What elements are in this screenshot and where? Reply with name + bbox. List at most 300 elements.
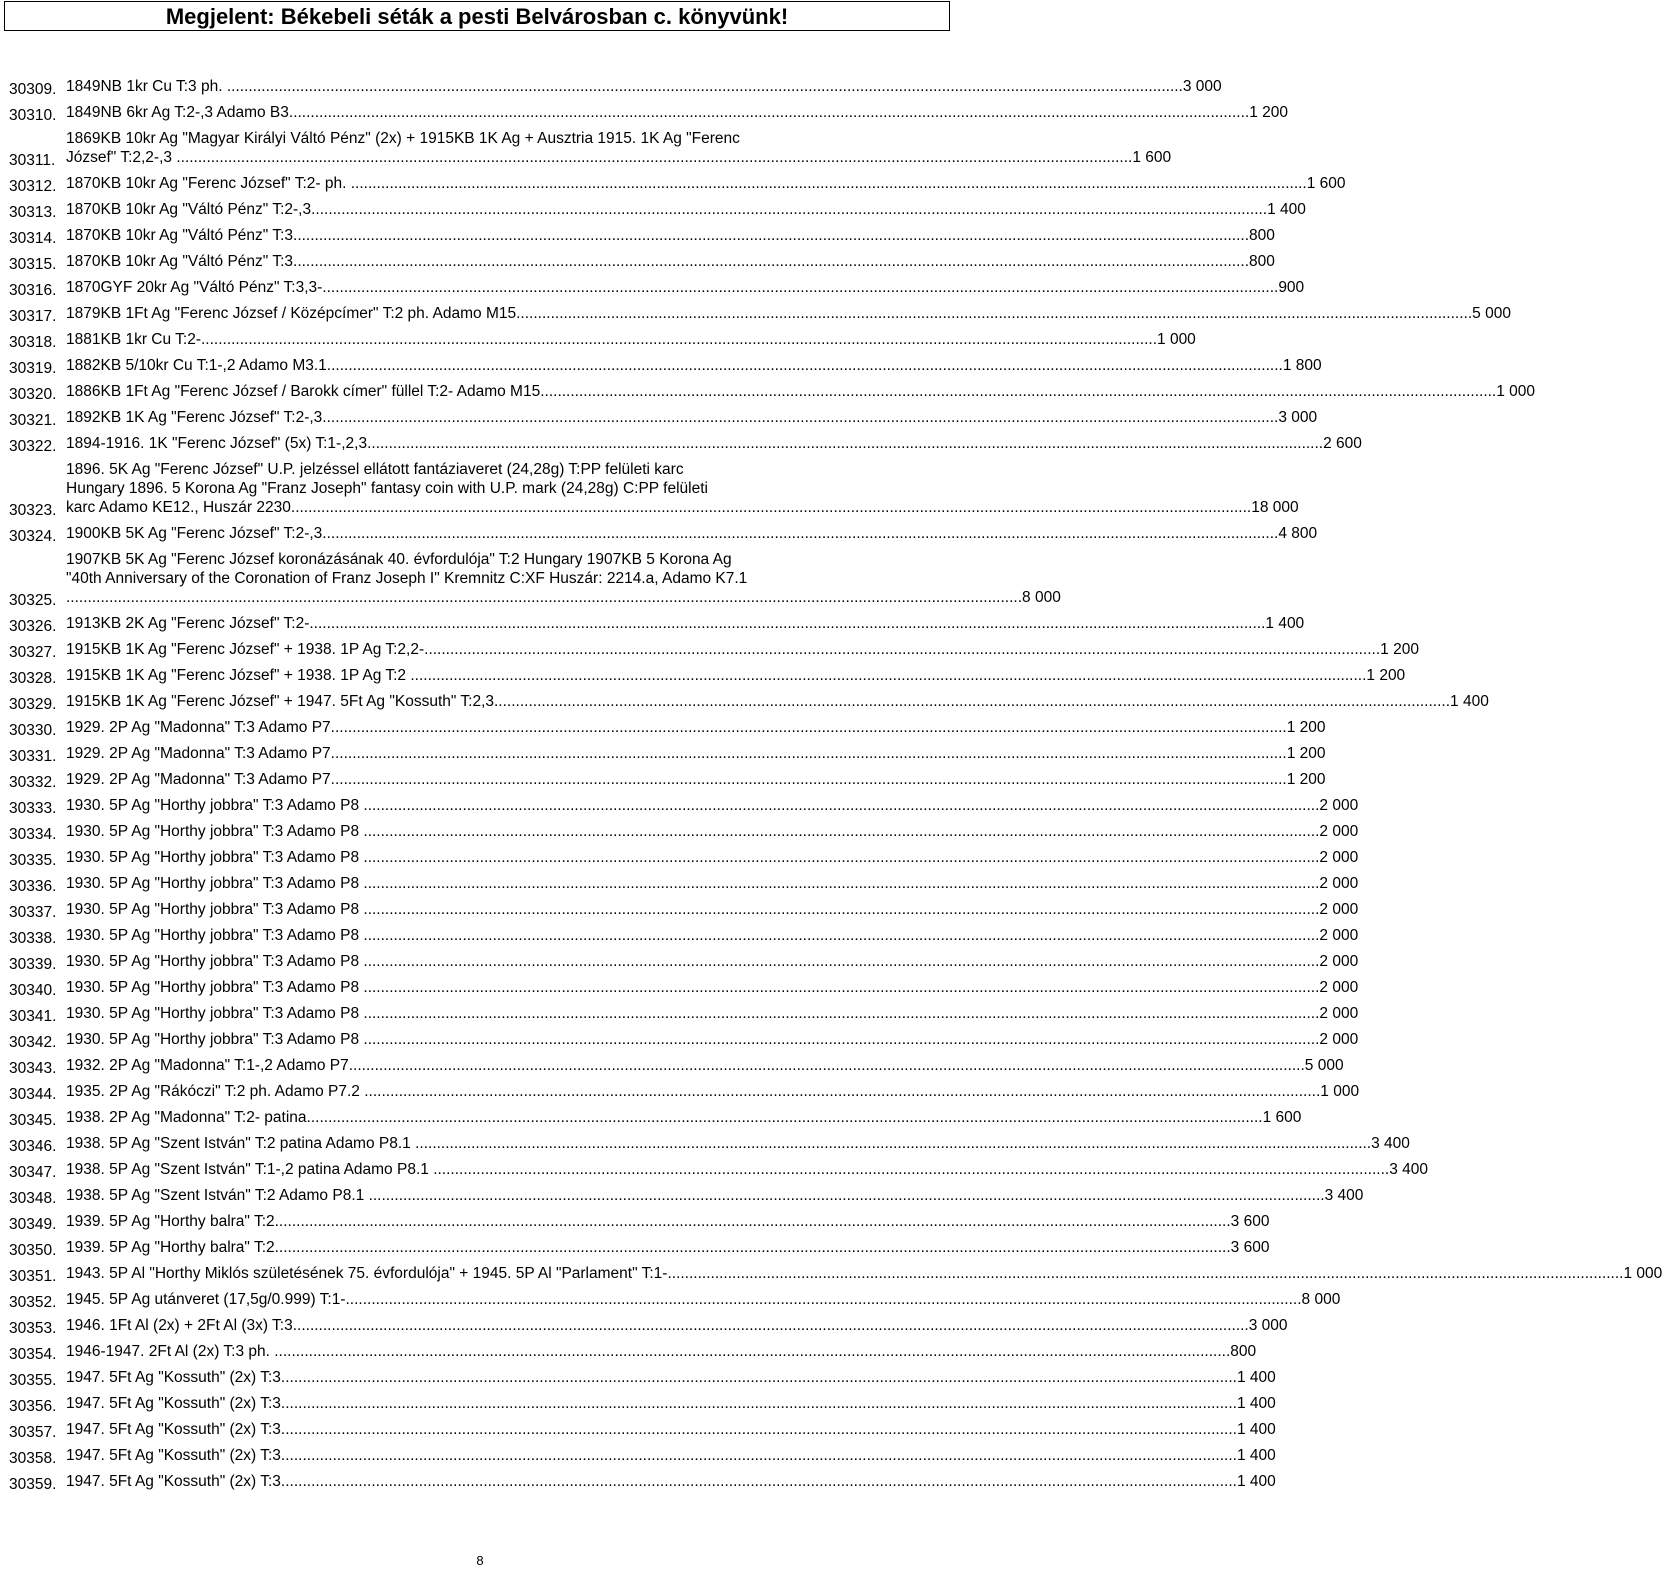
lot-item	[0, 1335, 1257, 1363]
lot-price: 8 000	[1022, 589, 1061, 606]
lot-number: 30309.	[9, 81, 57, 98]
lot-price: 1 400	[1236, 1421, 1276, 1438]
lot-description	[66, 1212, 1270, 1231]
lot-item	[0, 659, 1406, 687]
lot-number: 30357.	[9, 1424, 57, 1441]
dot-leader	[667, 1265, 1623, 1282]
lot-description	[66, 848, 1359, 867]
lot-number: 30352.	[9, 1294, 57, 1311]
lot-item	[0, 543, 1061, 609]
lot-price-line	[66, 848, 1359, 867]
lot-description	[66, 1472, 1276, 1491]
dot-leader	[540, 383, 1496, 400]
lot-number: 30355.	[9, 1372, 57, 1389]
lot-price-line	[66, 744, 1326, 763]
lot-description-text: 1946. 1Ft Al (2x) + 2Ft Al (3x) T:3	[66, 1317, 293, 1334]
lot-number: 30321.	[9, 412, 57, 429]
dot-leader	[331, 745, 1287, 762]
lot-item	[0, 349, 1322, 377]
lot-price-line	[66, 718, 1326, 737]
lot-item	[0, 427, 1362, 455]
dot-leader	[66, 589, 1022, 606]
lot-description	[66, 103, 1289, 122]
lot-description	[66, 822, 1359, 841]
lot-description	[66, 1394, 1276, 1413]
lot-number: 30329.	[9, 696, 57, 713]
dot-leader	[293, 227, 1249, 244]
lot-price: 2 000	[1319, 927, 1359, 944]
lot-description-text: 1930. 5P Ag "Horthy jobbra" T:3 Adamo P8	[66, 797, 364, 814]
lot-number: 30315.	[9, 256, 57, 273]
lot-price: 2 000	[1319, 823, 1359, 840]
dot-leader	[281, 1421, 1237, 1438]
dot-leader	[331, 719, 1287, 736]
lot-description-text: 1870GYF 20kr Ag "Váltó Pénz" T:3,3-	[66, 279, 323, 296]
lot-description	[66, 408, 1318, 427]
dot-leader	[363, 901, 1319, 918]
dot-leader	[363, 1005, 1319, 1022]
lot-price: 5 000	[1304, 1057, 1344, 1074]
lot-number: 30328.	[9, 670, 57, 687]
lot-number: 30323.	[9, 502, 57, 519]
lot-description-line: Hungary 1896. 5 Korona Ag "Franz Joseph" fantasy coin with U.P. mark (24,28g) C:PP felületi	[66, 480, 708, 497]
lot-description-text: 1930. 5P Ag "Horthy jobbra" T:3 Adamo P8	[66, 823, 364, 840]
lot-description-text: 1938. 5P Ag "Szent István" T:2 Adamo P8.1	[66, 1187, 369, 1204]
lot-price-line	[66, 822, 1359, 841]
lot-item	[0, 789, 1359, 817]
lot-number: 30319.	[9, 360, 57, 377]
lot-description-text: 1929. 2P Ag "Madonna" T:3 Adamo P7	[66, 719, 331, 736]
lot-description	[66, 460, 1299, 517]
lot-description	[66, 382, 1536, 401]
lot-price-line	[66, 252, 1275, 271]
lot-item	[0, 997, 1359, 1025]
lot-price-line	[66, 356, 1322, 375]
lot-price: 3 000	[1248, 1317, 1288, 1334]
dot-leader	[293, 253, 1249, 270]
lot-description-text: 1870KB 10kr Ag "Váltó Pénz" T:3	[66, 227, 294, 244]
lot-price-line	[66, 174, 1346, 193]
lot-item	[0, 1257, 1662, 1285]
lot-price: 1 200	[1286, 771, 1326, 788]
lot-item	[0, 1413, 1276, 1441]
lot-price-line	[66, 1238, 1270, 1257]
lot-price-line	[66, 330, 1196, 349]
lot-number: 30325.	[9, 592, 57, 609]
lot-description-text: 1870KB 10kr Ag "Ferenc József" T:2- ph.	[66, 175, 351, 192]
dot-leader	[415, 1135, 1371, 1152]
lot-price-line	[66, 614, 1305, 633]
dot-leader	[363, 1031, 1319, 1048]
dot-leader	[363, 927, 1319, 944]
lot-description-text: 1930. 5P Ag "Horthy jobbra" T:3 Adamo P8	[66, 901, 364, 918]
lot-price: 1 400	[1236, 1395, 1276, 1412]
lot-description-text: 1945. 5P Ag utánveret (17,5g/0.999) T:1-	[66, 1291, 346, 1308]
lot-number: 30339.	[9, 956, 57, 973]
dot-leader	[363, 797, 1319, 814]
lot-number: 30342.	[9, 1034, 57, 1051]
lot-description-text: 1947. 5Ft Ag "Kossuth" (2x) T:3	[66, 1447, 281, 1464]
lot-price: 3 000	[1182, 78, 1222, 95]
lot-price-line	[66, 434, 1362, 453]
lot-item	[0, 971, 1359, 999]
lot-item	[0, 1153, 1429, 1181]
lot-price-line	[66, 770, 1326, 789]
lot-price-line	[66, 952, 1359, 971]
lot-item	[0, 245, 1275, 273]
lot-price: 1 800	[1282, 357, 1322, 374]
dot-leader	[331, 771, 1287, 788]
dot-leader	[201, 331, 1157, 348]
lot-description-text: 1947. 5Ft Ag "Kossuth" (2x) T:3	[66, 1421, 281, 1438]
lot-price: 1 600	[1306, 175, 1346, 192]
lot-price-line	[66, 1316, 1288, 1335]
lot-item	[0, 96, 1289, 124]
lot-price-line	[66, 666, 1406, 685]
lot-price-line	[66, 1212, 1270, 1231]
lot-description-text: 1938. 5P Ag "Szent István" T:2 patina Adamo P8.1	[66, 1135, 416, 1152]
lot-description-text: 1849NB 6kr Ag T:2-,3 Adamo B3.	[66, 104, 294, 121]
lot-description	[66, 1238, 1270, 1257]
lot-price-line	[66, 1264, 1662, 1283]
lot-item	[0, 122, 1172, 169]
lot-description-text: 1900KB 5K Ag "Ferenc József" T:2-,3	[66, 525, 323, 542]
lot-price-line	[66, 1420, 1276, 1439]
lot-description-text: karc Adamo KE12., Huszár 2230.	[66, 499, 296, 516]
lot-price: 800	[1249, 227, 1275, 244]
lot-description-text: 1930. 5P Ag "Horthy jobbra" T:3 Adamo P8	[66, 953, 364, 970]
lot-description-text: 1932. 2P Ag "Madonna" T:1-,2 Adamo P7	[66, 1057, 349, 1074]
lot-item	[0, 763, 1326, 791]
lot-item	[0, 1387, 1276, 1415]
lot-item	[0, 1049, 1344, 1077]
lot-description-text: 1947. 5Ft Ag "Kossuth" (2x) T:3	[66, 1395, 281, 1412]
lot-description	[66, 550, 1061, 607]
lot-item	[0, 1101, 1302, 1129]
lot-price: 3 600	[1230, 1239, 1270, 1256]
lot-item	[0, 841, 1359, 869]
lot-item	[0, 1075, 1360, 1103]
lot-description-text: 1930. 5P Ag "Horthy jobbra" T:3 Adamo P8	[66, 1005, 364, 1022]
lot-price-line	[66, 1186, 1364, 1205]
lot-item	[0, 401, 1318, 429]
lot-description-text: 1930. 5P Ag "Horthy jobbra" T:3 Adamo P8	[66, 849, 364, 866]
lot-price: 3 000	[1278, 409, 1318, 426]
lot-description-text: 1930. 5P Ag "Horthy jobbra" T:3 Adamo P8	[66, 875, 364, 892]
lot-price-line	[66, 524, 1318, 543]
lot-description	[66, 1368, 1276, 1387]
lot-description	[66, 1316, 1288, 1335]
lot-description-line: 1869KB 10kr Ag "Magyar Királyi Váltó Pénz" (2x) + 1915KB 1K Ag + Ausztria 1915. 1K Ag "Ferenc	[66, 130, 740, 147]
lot-price: 1 600	[1132, 149, 1172, 166]
page-title: Megjelent: Békebeli séták a pesti Belvárosban c. könyvünk!	[4, 1, 950, 31]
dot-leader	[363, 875, 1319, 892]
lot-number: 30316.	[9, 282, 57, 299]
lot-description-text: 1943. 5P Al "Horthy Miklós születésének 75. évfordulója" + 1945. 5P Al "Parlament" T:1-	[66, 1265, 668, 1282]
lot-price-line	[66, 1108, 1302, 1127]
lot-item	[0, 271, 1305, 299]
dot-leader	[367, 435, 1323, 452]
lot-price: 1 200	[1249, 104, 1289, 121]
lot-price-line	[66, 1446, 1276, 1465]
lot-description	[66, 744, 1326, 763]
lot-number: 30330.	[9, 722, 57, 739]
lot-description-text: 1929. 2P Ag "Madonna" T:3 Adamo P7	[66, 771, 331, 788]
lot-number: 30350.	[9, 1242, 57, 1259]
dot-leader	[274, 1343, 1230, 1360]
lot-number: 30314.	[9, 230, 57, 247]
lot-description	[66, 692, 1489, 711]
lot-description-text: 1915KB 1K Ag "Ferenc József" + 1947. 5Ft Ag "Kossuth" T:2,3	[66, 693, 494, 710]
lot-number: 30340.	[9, 982, 57, 999]
lot-number: 30344.	[9, 1086, 57, 1103]
lot-item	[0, 1309, 1288, 1337]
lot-price: 3 400	[1324, 1187, 1364, 1204]
lot-price: 1 400	[1236, 1447, 1276, 1464]
lot-price-line	[66, 1004, 1359, 1023]
lot-number: 30310.	[9, 107, 57, 124]
lot-number: 30341.	[9, 1008, 57, 1025]
lot-description	[66, 1030, 1359, 1049]
lot-price-line	[66, 796, 1359, 815]
lot-price: 1 000	[1496, 383, 1536, 400]
dot-leader	[293, 104, 1249, 121]
lot-price-line	[66, 200, 1306, 219]
dot-leader	[307, 1109, 1263, 1126]
lot-description-text: 1935. 2P Ag "Rákóczi" T:2 ph. Adamo P7.2	[66, 1083, 365, 1100]
dot-leader	[311, 201, 1267, 218]
lot-item	[0, 297, 1511, 325]
lot-item	[0, 919, 1359, 947]
lot-description	[66, 252, 1275, 271]
lot-price: 18 000	[1251, 499, 1299, 516]
lot-item	[0, 1205, 1270, 1233]
lot-price: 1 400	[1450, 693, 1489, 710]
lot-number: 30320.	[9, 386, 57, 403]
lot-price-line	[66, 498, 1299, 517]
lot-item	[0, 1439, 1276, 1467]
lot-price-line	[66, 103, 1289, 122]
lot-price: 2 000	[1319, 849, 1359, 866]
dot-leader	[363, 849, 1319, 866]
dot-leader	[424, 641, 1380, 658]
dot-leader	[369, 1187, 1325, 1204]
dot-leader	[351, 175, 1307, 192]
lot-description-text: 1930. 5P Ag "Horthy jobbra" T:3 Adamo P8	[66, 979, 364, 996]
lot-item	[0, 323, 1196, 351]
lot-price: 1 400	[1236, 1473, 1276, 1490]
lot-price: 1 200	[1286, 745, 1326, 762]
lot-price-line	[66, 1472, 1276, 1491]
lot-item	[0, 70, 1222, 98]
lot-number: 30336.	[9, 878, 57, 895]
lot-description-text: 1938. 2P Ag "Madonna" T:2- patina	[66, 1109, 307, 1126]
lot-number: 30351.	[9, 1268, 57, 1285]
lot-item	[0, 607, 1305, 635]
lot-price: 900	[1278, 279, 1305, 296]
lot-number: 30343.	[9, 1060, 57, 1077]
lot-price: 2 000	[1319, 953, 1359, 970]
lot-item	[0, 167, 1346, 195]
lot-description-text: 1870KB 10kr Ag "Váltó Pénz" T:2-,3	[66, 201, 312, 218]
lot-price-line	[66, 978, 1359, 997]
lot-price-line	[66, 1082, 1360, 1101]
lot-number: 30326.	[9, 618, 57, 635]
dot-leader	[516, 305, 1472, 322]
lot-price-line	[66, 1134, 1410, 1153]
lot-number: 30312.	[9, 178, 57, 195]
lot-item	[0, 375, 1536, 403]
lot-number: 30349.	[9, 1216, 57, 1233]
lot-number: 30345.	[9, 1112, 57, 1129]
lot-item	[0, 1179, 1364, 1207]
lot-price: 2 600	[1323, 435, 1362, 452]
lot-description	[66, 174, 1346, 193]
lot-price: 1 200	[1380, 641, 1419, 658]
dot-leader	[410, 667, 1366, 684]
lot-item	[0, 1283, 1341, 1311]
lot-description-text: 1886KB 1Ft Ag "Ferenc József / Barokk címer" füllel T:2- Adamo M15	[66, 383, 541, 400]
lot-price-line	[66, 1394, 1276, 1413]
lot-description	[66, 226, 1275, 245]
lot-description-text: 1894-1916. 1K "Ferenc József" (5x) T:1-,2,3	[66, 435, 368, 452]
lot-number: 30354.	[9, 1346, 57, 1363]
lot-number: 30346.	[9, 1138, 57, 1155]
lot-item	[0, 219, 1275, 247]
dot-leader	[322, 409, 1278, 426]
lot-description-text: 1882KB 5/10kr Cu T:1-,2 Adamo M3.1	[66, 357, 327, 374]
lot-description	[66, 1004, 1359, 1023]
lot-description-text: 1938. 5P Ag "Szent István" T:1-,2 patina Adamo P8.1	[66, 1161, 434, 1178]
lot-number: 30335.	[9, 852, 57, 869]
lot-price: 1 000	[1623, 1265, 1662, 1282]
lot-price-line	[66, 588, 1061, 607]
lot-price-line	[66, 148, 1172, 167]
lot-description	[66, 1134, 1410, 1153]
lot-price: 2 000	[1319, 1005, 1359, 1022]
lot-price: 1 400	[1265, 615, 1305, 632]
lot-item	[0, 893, 1359, 921]
lot-number: 30348.	[9, 1190, 57, 1207]
lot-price-line	[66, 1368, 1276, 1387]
lot-list	[0, 70, 1662, 1493]
lot-description	[66, 1186, 1364, 1205]
lot-description-line: "40th Anniversary of the Coronation of Franz Joseph I" Kremnitz C:XF Huszár: 2214.a, Adamo K7.1	[66, 570, 748, 587]
lot-price-line	[66, 408, 1318, 427]
lot-description	[66, 770, 1326, 789]
lot-number: 30327.	[9, 644, 57, 661]
lot-price: 2 000	[1319, 979, 1359, 996]
lot-item	[0, 867, 1359, 895]
dot-leader	[293, 1317, 1249, 1334]
dot-leader	[275, 1213, 1231, 1230]
lot-price-line	[66, 1030, 1359, 1049]
dot-leader	[494, 693, 1450, 710]
lot-description	[66, 718, 1326, 737]
lot-description	[66, 356, 1322, 375]
lot-description-text: 1881KB 1kr Cu T:2-	[66, 331, 201, 348]
lot-description	[66, 926, 1359, 945]
lot-item	[0, 685, 1489, 713]
lot-description	[66, 1056, 1344, 1075]
lot-description-text: 1939. 5P Ag "Horthy balra" T:2	[66, 1213, 275, 1230]
lot-number: 30337.	[9, 904, 57, 921]
lot-description	[66, 952, 1359, 971]
lot-price: 3 400	[1371, 1135, 1410, 1152]
lot-item	[0, 633, 1419, 661]
lot-description-text: 1915KB 1K Ag "Ferenc József" + 1938. 1P Ag T:2	[66, 667, 411, 684]
lot-price: 1 000	[1320, 1083, 1360, 1100]
lot-price: 5 000	[1472, 305, 1511, 322]
dot-leader	[176, 149, 1132, 166]
dot-leader	[281, 1473, 1237, 1490]
lot-number: 30333.	[9, 800, 57, 817]
lot-description-text: 1879KB 1Ft Ag "Ferenc József / Középcímer" T:2 ph. Adamo M15	[66, 305, 517, 322]
dot-leader	[363, 979, 1319, 996]
lot-number: 30311.	[9, 152, 56, 169]
lot-description-text: 1946-1947. 2Ft Al (2x) T:3 ph.	[66, 1343, 275, 1360]
lot-description-text: 1849NB 1kr Cu T:3 ph.	[66, 78, 227, 95]
lot-price-line	[66, 77, 1222, 96]
lot-item	[0, 711, 1326, 739]
lot-description-text: József" T:2,2-,3	[66, 149, 177, 166]
lot-item	[0, 1361, 1276, 1389]
page-number: 8	[476, 1553, 484, 1568]
lot-number: 30332.	[9, 774, 57, 791]
lot-item	[0, 1127, 1410, 1155]
lot-description-line: 1907KB 5K Ag "Ferenc József koronázásának 40. évfordulója" T:2 Hungary 1907KB 5 Korona Ag	[66, 551, 732, 568]
lot-item	[0, 453, 1299, 519]
lot-number: 30358.	[9, 1450, 57, 1467]
dot-leader	[281, 1447, 1237, 1464]
dot-leader	[327, 357, 1283, 374]
lot-description-text: 1870KB 10kr Ag "Váltó Pénz" T:3	[66, 253, 294, 270]
lot-price: 2 000	[1319, 901, 1359, 918]
lot-description	[66, 874, 1359, 893]
lot-description	[66, 304, 1511, 323]
lot-description	[66, 1342, 1257, 1361]
dot-leader	[281, 1395, 1237, 1412]
lot-description	[66, 434, 1362, 453]
lot-description-text: 1915KB 1K Ag "Ferenc József" + 1938. 1P Ag T:2,2-	[66, 641, 425, 658]
dot-leader	[346, 1291, 1302, 1308]
lot-price: 1 600	[1262, 1109, 1302, 1126]
dot-leader	[364, 1083, 1320, 1100]
lot-price-line	[66, 304, 1511, 323]
lot-price-line	[66, 1290, 1341, 1309]
lot-description-line: 1896. 5K Ag "Ferenc József" U.P. jelzéssel ellátott fantáziaveret (24,28g) T:PP felületi karc	[66, 461, 684, 478]
dot-leader	[227, 78, 1183, 95]
lot-description-text: 1947. 5Ft Ag "Kossuth" (2x) T:3	[66, 1473, 281, 1490]
lot-description-text: 1913KB 2K Ag "Ferenc József" T:2-	[66, 615, 310, 632]
lot-description-text: 1947. 5Ft Ag "Kossuth" (2x) T:3	[66, 1369, 281, 1386]
lot-price: 3 400	[1389, 1161, 1429, 1178]
dot-leader	[349, 1057, 1305, 1074]
lot-number: 30353.	[9, 1320, 57, 1337]
lot-price: 4 800	[1278, 525, 1318, 542]
lot-price-line	[66, 226, 1275, 245]
dot-leader	[433, 1161, 1389, 1178]
lot-description	[66, 1264, 1662, 1283]
lot-description	[66, 978, 1359, 997]
lot-price-line	[66, 926, 1359, 945]
dot-leader	[363, 953, 1319, 970]
lot-item	[0, 1023, 1359, 1051]
lot-description	[66, 614, 1305, 633]
lot-price: 2 000	[1319, 797, 1359, 814]
lot-price: 2 000	[1319, 875, 1359, 892]
lot-price-line	[66, 278, 1305, 297]
